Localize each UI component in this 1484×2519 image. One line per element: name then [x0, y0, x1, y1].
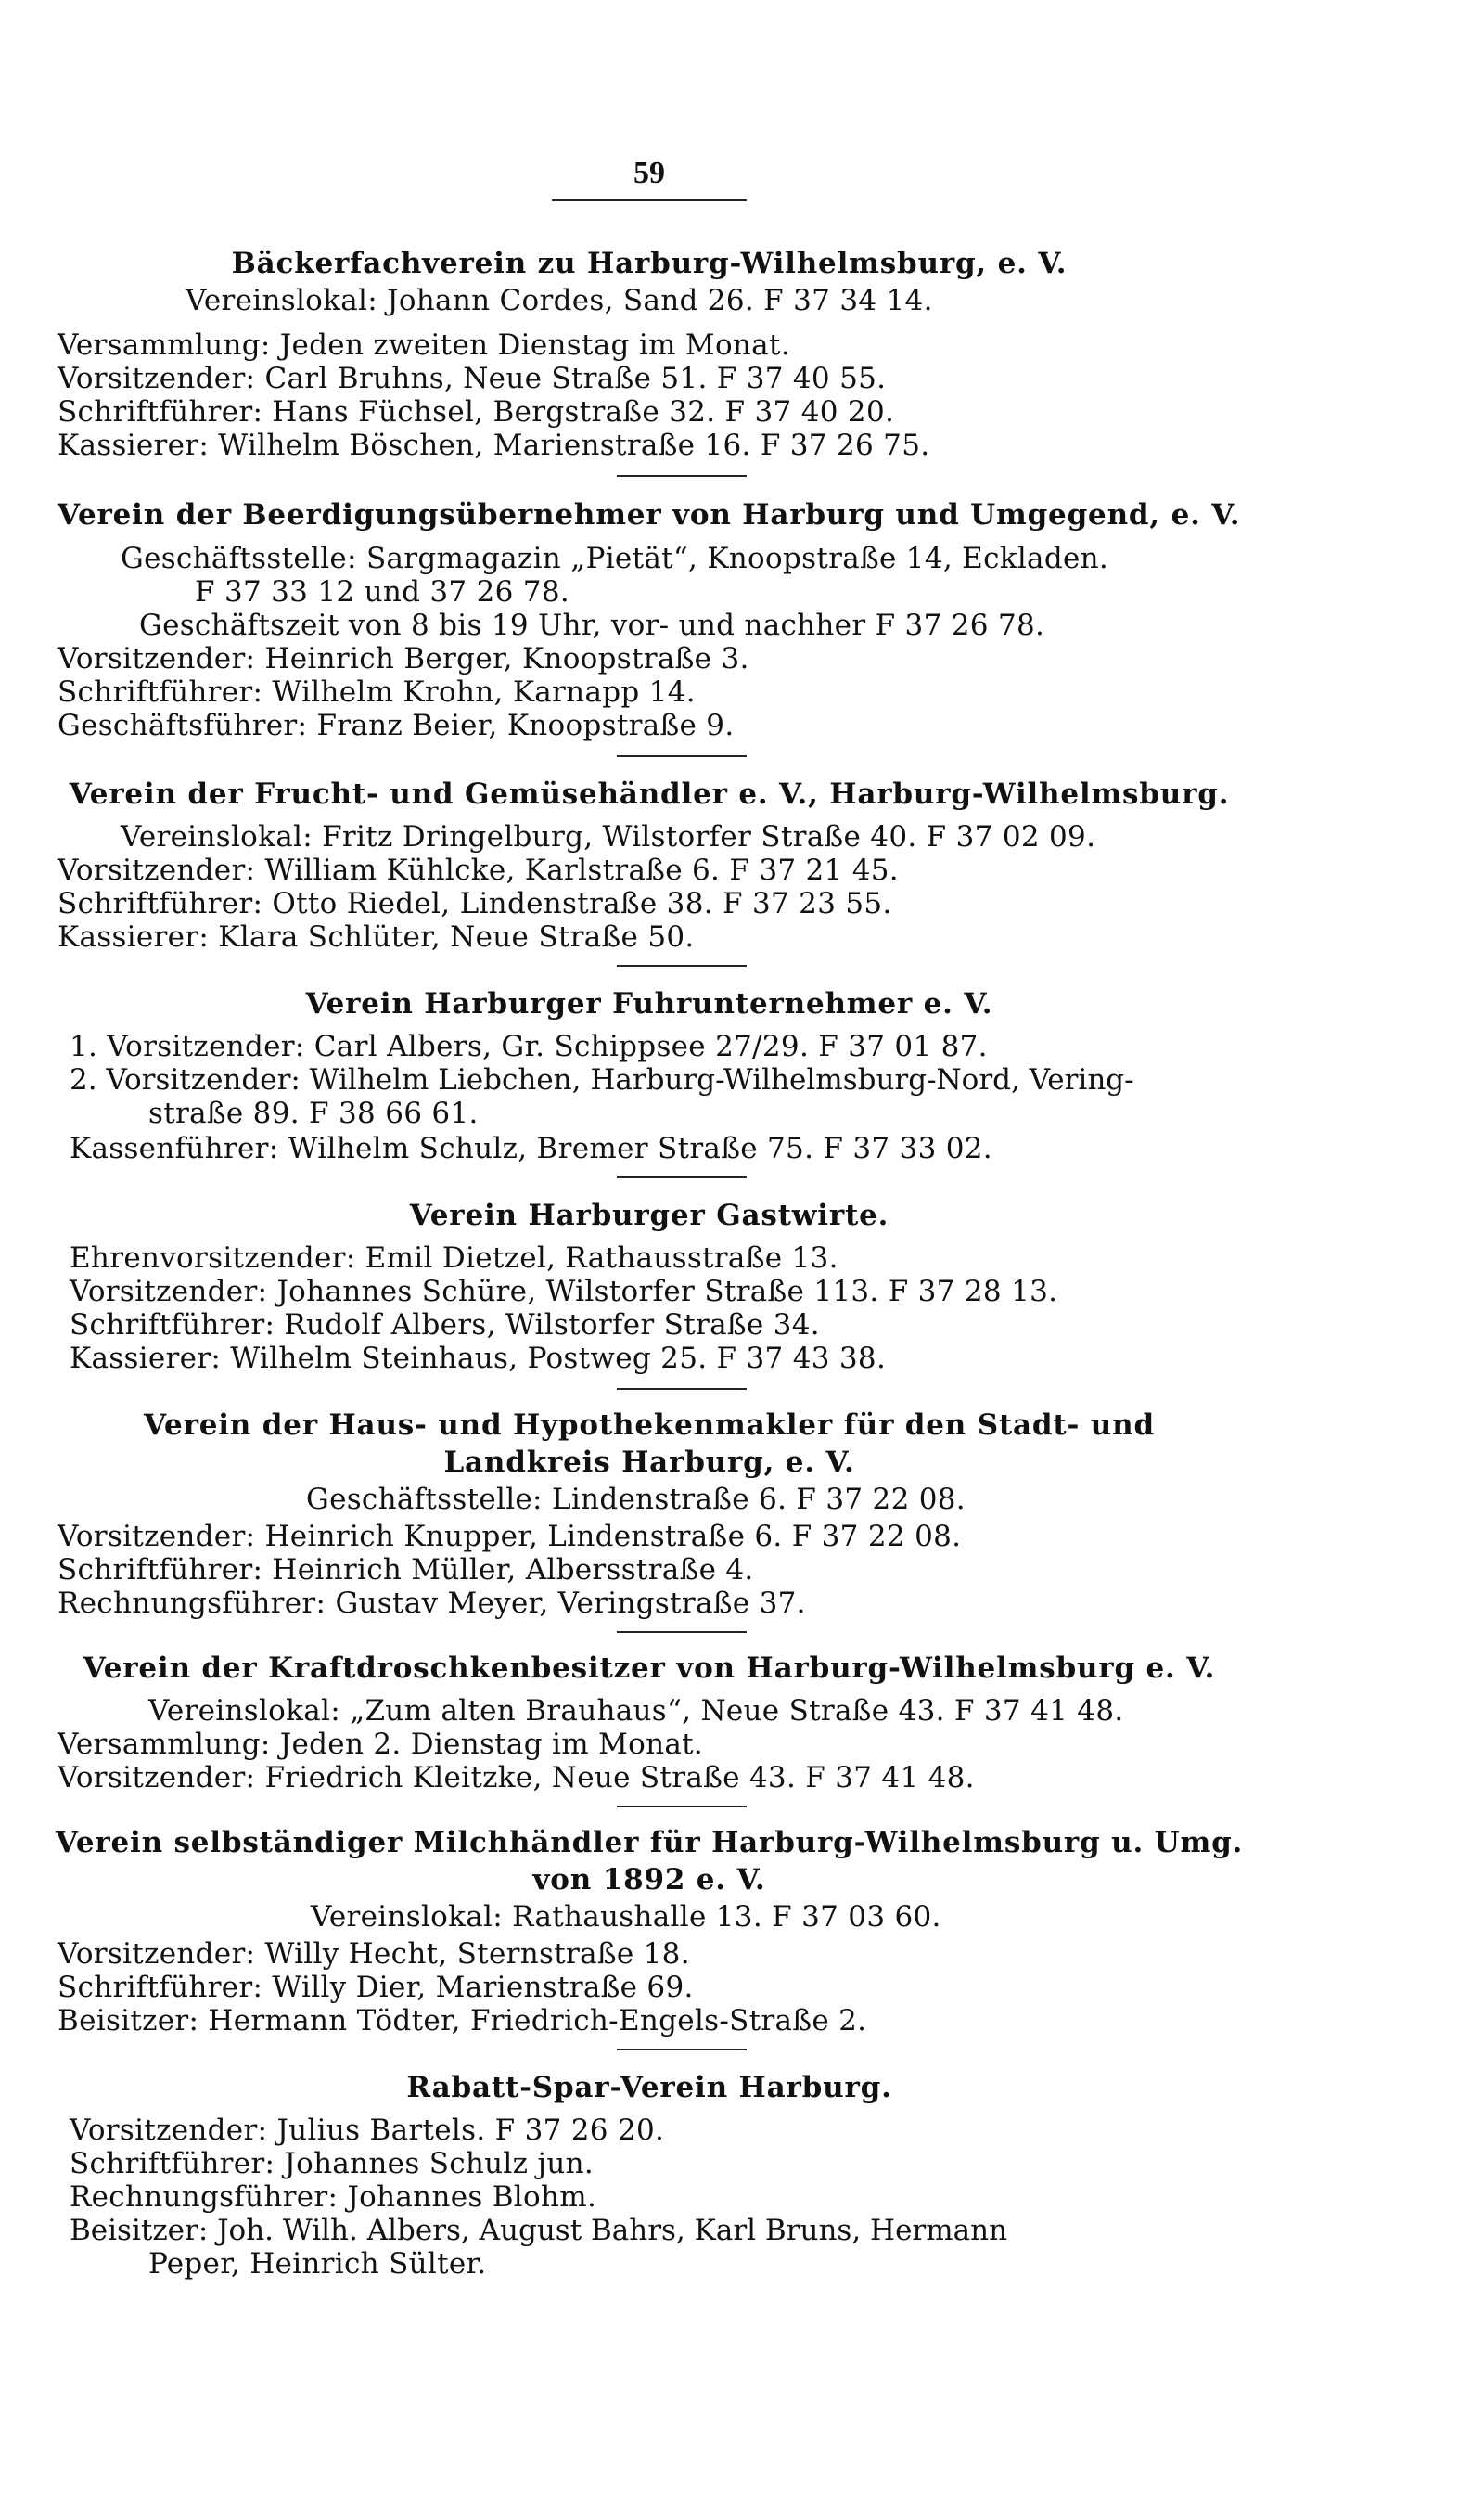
entry-line: Beisitzer: Joh. Wilh. Albers, August Bahrs, Karl Bruns, Hermann — [70, 2214, 1008, 2247]
entry-line: Geschäftsstelle: Sargmagazin „Pietät“, Knoopstraße 14, Eckladen. — [121, 542, 1109, 575]
entry-line: Schriftführer: Willy Dier, Marienstraße 69. — [58, 1971, 694, 2004]
entry-line: Versammlung: Jeden 2. Dienstag im Monat. — [58, 1728, 704, 1761]
entry-line: F 37 33 12 und 37 26 78. — [195, 575, 569, 609]
section-title-rabatt-spar-verein: Rabatt-Spar-Verein Harburg. — [406, 2071, 892, 2104]
entry-line: Ehrenvorsitzender: Emil Dietzel, Rathausstraße 13. — [70, 1241, 838, 1275]
section-divider — [617, 1176, 747, 1178]
section-divider — [617, 755, 747, 757]
entry-line: Rechnungsführer: Gustav Meyer, Veringstraße 37. — [58, 1587, 806, 1620]
section-title-milchhaendler-line2: von 1892 e. V. — [532, 1863, 766, 1896]
entry-line: Kassierer: Klara Schlüter, Neue Straße 50. — [58, 920, 695, 954]
entry-line: Schriftführer: Heinrich Müller, Albersstraße 4. — [58, 1553, 754, 1587]
section-divider — [617, 1388, 747, 1390]
entry-line: Rechnungsführer: Johannes Blohm. — [70, 2180, 597, 2214]
section-title-beerdigungsuebernehmer: Verein der Beerdigungsübernehmer von Harburg und Umgegend, e. V. — [58, 498, 1241, 532]
entry-line: Schriftführer: Otto Riedel, Lindenstraße 38. F 37 23 55. — [58, 887, 892, 920]
entry-line: Beisitzer: Hermann Tödter, Friedrich-Engels-Straße 2. — [58, 2004, 867, 2037]
entry-line: Vorsitzender: Heinrich Knupper, Lindenstraße 6. F 37 22 08. — [58, 1520, 962, 1553]
entry-line: Vereinslokal: Fritz Dringelburg, Wilstorfer Straße 40. F 37 02 09. — [121, 820, 1096, 854]
section-title-gemuesehaendler: Verein der Frucht- und Gemüsehändler e. V., Harburg-Wilhelmsburg. — [69, 778, 1230, 811]
entry-line: Geschäftszeit von 8 bis 19 Uhr, vor- und nachher F 37 26 78. — [139, 609, 1045, 642]
entry-line: Vorsitzender: Heinrich Berger, Knoopstraße 3. — [58, 642, 749, 675]
section-divider — [617, 2049, 747, 2050]
section-title-fuhrunternehmer: Verein Harburger Fuhrunternehmer e. V. — [305, 987, 993, 1021]
entry-line: Vorsitzender: Johannes Schüre, Wilstorfer Straße 113. F 37 28 13. — [70, 1275, 1058, 1308]
entry-line: Vorsitzender: Julius Bartels. F 37 26 20. — [70, 2114, 665, 2147]
entry-line: Vorsitzender: Friedrich Kleitzke, Neue Straße 43. F 37 41 48. — [58, 1761, 975, 1794]
section-divider — [617, 965, 747, 967]
entry-line: Vorsitzender: Carl Bruhns, Neue Straße 51. F 37 40 55. — [58, 362, 887, 395]
section-title-hypothekenmakler-line2: Landkreis Harburg, e. V. — [443, 1446, 855, 1479]
section-divider — [617, 475, 747, 477]
page-number: 59 — [633, 156, 665, 190]
section-title-baeckerfachverein: Bäckerfachverein zu Harburg-Wilhelmsburg, e. V. — [231, 247, 1068, 280]
section-title-hypothekenmakler: Verein der Haus- und Hypothekenmakler für den Stadt- und — [144, 1408, 1155, 1442]
entry-line: Vorsitzender: Willy Hecht, Sternstraße 18. — [58, 1937, 690, 1971]
entry-line: Schriftführer: Johannes Schulz jun. — [70, 2147, 595, 2180]
entry-line: Schriftführer: Wilhelm Krohn, Karnapp 14. — [58, 675, 696, 709]
entry-line: Vereinslokal: Johann Cordes, Sand 26. F 37 34 14. — [186, 284, 933, 317]
entry-line: Vorsitzender: William Kühlcke, Karlstraße 6. F 37 21 45. — [58, 854, 899, 887]
entry-line: 2. Vorsitzender: Wilhelm Liebchen, Harburg-Wilhelmsburg-Nord, Vering- — [70, 1063, 1134, 1097]
section-title-kraftdroschkenbesitzer: Verein der Kraftdroschkenbesitzer von Harburg-Wilhelmsburg e. V. — [83, 1651, 1216, 1685]
section-title-milchhaendler: Verein selbständiger Milchhändler für Harburg-Wilhelmsburg u. Umg. — [55, 1826, 1244, 1859]
entry-line: Vereinslokal: „Zum alten Brauhaus“, Neue Straße 43. F 37 41 48. — [148, 1694, 1124, 1728]
entry-line: Vereinslokal: Rathaushalle 13. F 37 03 60. — [311, 1900, 941, 1934]
section-divider — [617, 1806, 747, 1807]
section-divider — [617, 1631, 747, 1633]
entry-line: Schriftführer: Hans Füchsel, Bergstraße 32. F 37 40 20. — [58, 395, 895, 429]
entry-line: Versammlung: Jeden zweiten Dienstag im Monat. — [58, 328, 790, 362]
entry-line: Kassierer: Wilhelm Böschen, Marienstraße 16. F 37 26 75. — [58, 429, 930, 462]
entry-line: Kassierer: Wilhelm Steinhaus, Postweg 25. F 37 43 38. — [70, 1342, 887, 1375]
section-title-gastwirte: Verein Harburger Gastwirte. — [409, 1199, 889, 1232]
page-number-rule — [552, 199, 747, 201]
entry-line: Geschäftsstelle: Lindenstraße 6. F 37 22 08. — [306, 1483, 966, 1516]
entry-line: 1. Vorsitzender: Carl Albers, Gr. Schippsee 27/29. F 37 01 87. — [70, 1030, 988, 1063]
entry-line: Peper, Heinrich Sülter. — [148, 2247, 487, 2281]
entry-line: Geschäftsführer: Franz Beier, Knoopstraße 9. — [58, 709, 735, 742]
entry-line: Schriftführer: Rudolf Albers, Wilstorfer Straße 34. — [70, 1308, 820, 1342]
entry-line: straße 89. F 38 66 61. — [148, 1097, 479, 1130]
entry-line: Kassenführer: Wilhelm Schulz, Bremer Straße 75. F 37 33 02. — [70, 1132, 992, 1165]
